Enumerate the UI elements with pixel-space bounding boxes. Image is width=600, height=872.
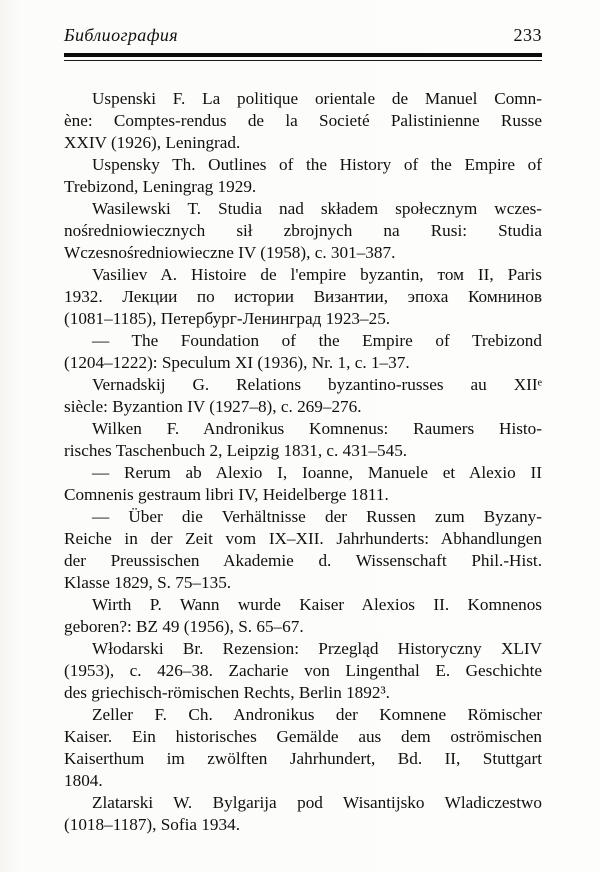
bibliography-entries: [64, 88, 542, 836]
entry-line: Kaiserthum im zwölften Jahrhundert, Bd. II, Stuttgart: [64, 749, 542, 768]
entry-line: Wilken F. Andronikus Komnenus: Raumers Histo-: [92, 419, 542, 438]
entry-line: der Preussischen Akademie d. Wissenschaft Phil.-Hist.: [64, 551, 542, 570]
entry-line: risches Taschenbuch 2, Leipzig 1831, c. 431–545.: [64, 441, 408, 460]
entry-line: Reiche in der Zeit vom IX–XII. Jahrhunderts: Abhandlungen: [64, 529, 542, 548]
entry-line: 1804.: [64, 771, 103, 790]
entry-line: XXIV (1926), Leningrad.: [64, 133, 241, 152]
entry-line: Uspensky Th. Outlines of the History of the Empire of: [92, 155, 542, 174]
bibliography-entry: [64, 792, 542, 836]
entry-line: 1932. Лекции по истории Византии, эпоха Комнинов: [64, 287, 542, 306]
bibliography-entry: [64, 198, 542, 264]
bibliography-entry: [64, 462, 542, 506]
entry-line: geboren?: BZ 49 (1956), S. 65–67.: [64, 617, 304, 636]
entry-line: Vernadskij G. Relations byzantino-russes au XIIᵉ: [92, 375, 542, 394]
entry-line: Zlatarski W. Bylgarija pod Wisantijsko Wladiczestwo: [92, 793, 542, 812]
entry-line: — The Foundation of the Empire of Trebizond: [92, 331, 542, 350]
entry-line: — Rerum ab Alexio I, Ioanne, Manuele et Alexio II: [92, 463, 542, 482]
entry-line: — Über die Verhältnisse der Russen zum Byzany-: [92, 507, 542, 526]
entry-line: Wczesnośredniowieczne IV (1958), c. 301–387.: [64, 243, 396, 262]
entry-line: (1018–1187), Sofia 1934.: [64, 815, 240, 834]
entry-line: nośredniowiecznych sił zbrojnych na Rusi: Studia: [64, 221, 542, 240]
page-header: [64, 25, 542, 46]
bibliography-entry: [64, 506, 542, 594]
bibliography-entry: [64, 594, 542, 638]
bibliography-entry: [64, 418, 542, 462]
entry-line: Włodarski Br. Rezension: Przegląd Historyczny XLIV: [92, 639, 542, 658]
bibliography-entry: [64, 374, 542, 418]
entry-line: Kaiser. Ein historisches Gemälde aus dem oströmischen: [64, 727, 542, 746]
entry-line: des griechisch-römischen Rechts, Berlin 1892³.: [64, 683, 390, 702]
entry-line: Wirth P. Wann wurde Kaiser Alexios II. Komnenos: [92, 595, 542, 614]
header-rule-thick: [64, 53, 542, 57]
bibliography-entry: [64, 704, 542, 792]
entry-line: (1953), c. 426–38. Zacharie von Lingenthal E. Geschichte: [64, 661, 542, 680]
entry-line: Vasiliev A. Histoire de l'empire byzantin, том II, Paris: [92, 265, 542, 284]
running-title: Библиография: [64, 25, 179, 45]
bibliography-entry: [64, 638, 542, 704]
page-number: 233: [513, 25, 542, 45]
bibliography-entry: [64, 264, 542, 330]
bibliography-entry: [64, 88, 542, 154]
bibliography-entry: [64, 330, 542, 374]
entry-line: siècle: Byzantion IV (1927–8), c. 269–276.: [64, 397, 362, 416]
entry-line: (1081–1185), Петербург-Ленинград 1923–25.: [64, 309, 391, 328]
header-rule: [64, 53, 542, 61]
entry-line: Uspenski F. La politique orientale de Manuel Comn-: [92, 89, 542, 108]
entry-line: Comnenis gestraum libri IV, Heidelberge 1811.: [64, 485, 389, 504]
entry-line: ène: Comptes-rendus de la Societé Palistinienne Russe: [64, 111, 542, 130]
entry-line: Zeller F. Ch. Andronikus der Komnene Römischer: [92, 705, 542, 724]
entry-line: Klasse 1829, S. 75–135.: [64, 573, 232, 592]
bibliography-entry: [64, 154, 542, 198]
entry-line: (1204–1222): Speculum XI (1936), Nr. 1, c. 1–37.: [64, 353, 410, 372]
entry-line: Wasilewski T. Studia nad składem społecznym wczes-: [92, 199, 542, 218]
entry-line: Trebizond, Leningrag 1929.: [64, 177, 257, 196]
header-rule-thin: [64, 60, 542, 61]
